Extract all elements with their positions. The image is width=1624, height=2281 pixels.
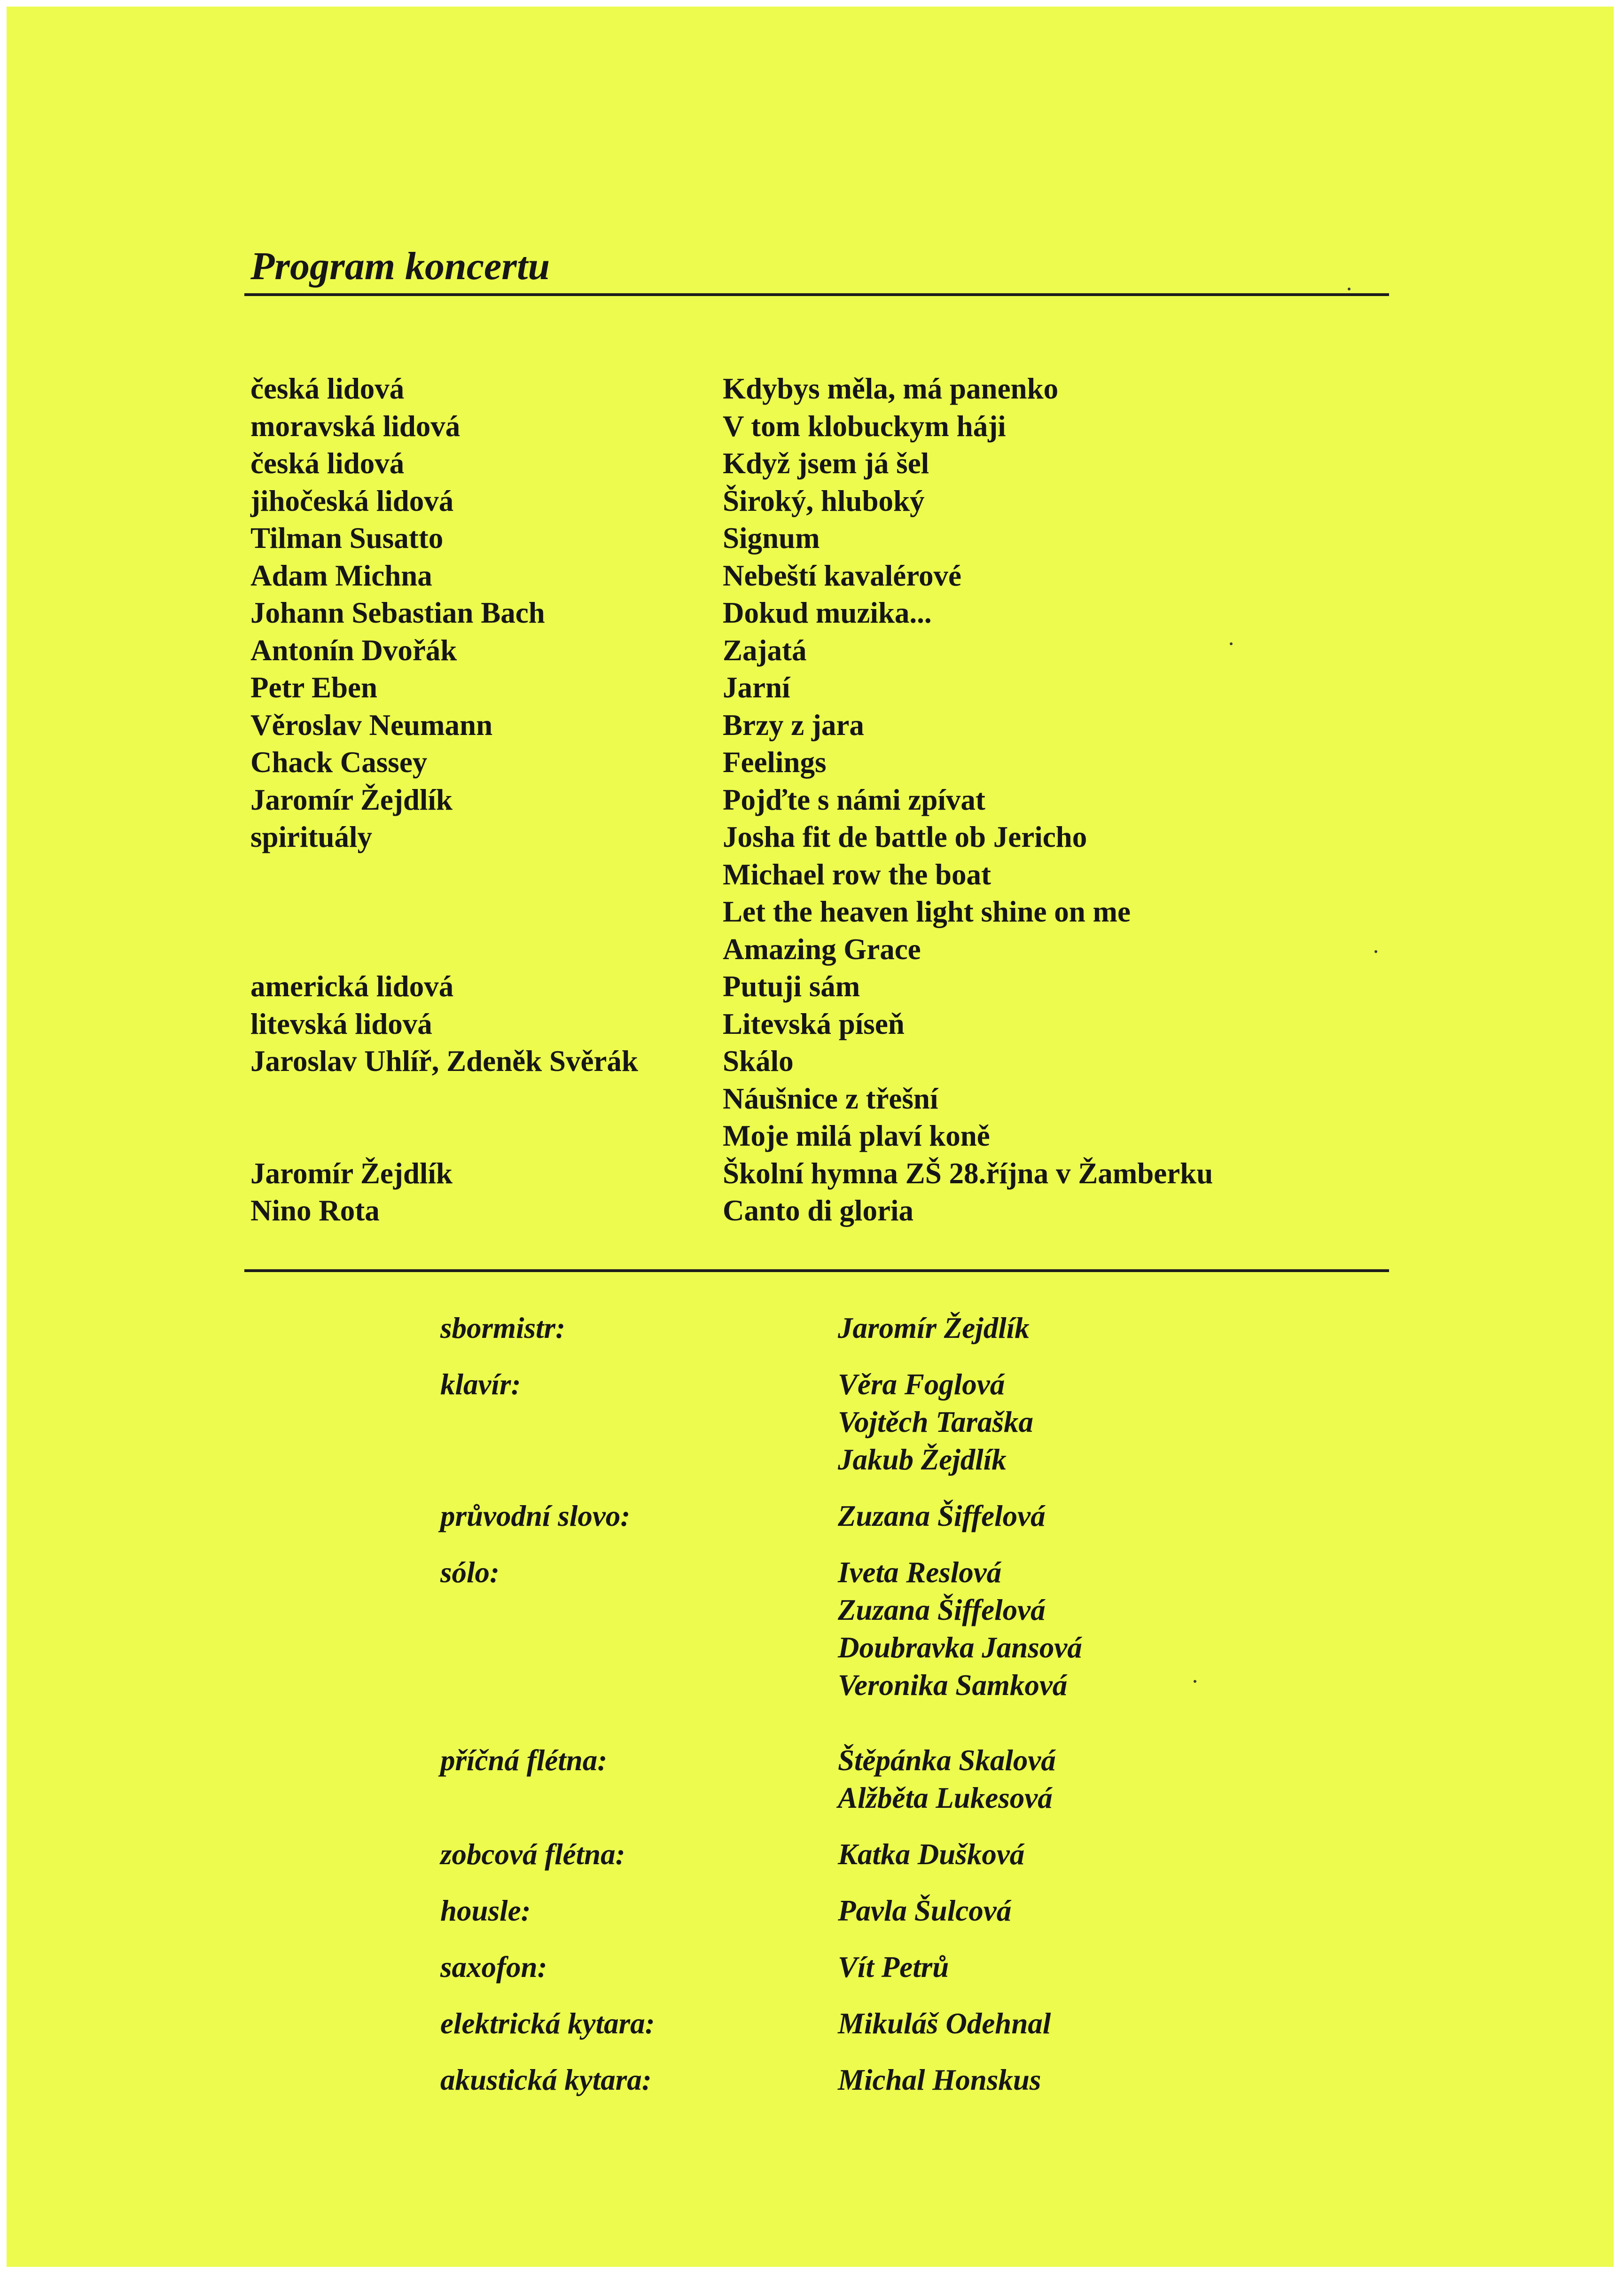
composer: Jaromír Žejdlík xyxy=(250,1156,453,1190)
program-list xyxy=(250,370,1388,1230)
program-row xyxy=(250,669,1388,707)
program-row xyxy=(250,931,1388,969)
program-row xyxy=(250,483,1388,520)
performer-name: Pavla Šulcová xyxy=(838,1894,1012,1927)
performer-name: Mikuláš Odehnal xyxy=(838,2007,1051,2040)
program-row xyxy=(250,520,1388,557)
program-row xyxy=(250,1043,1388,1080)
performer-name: Alžběta Lukesová xyxy=(838,1781,1053,1814)
paper-speck xyxy=(1194,1680,1196,1683)
composer: česká lidová xyxy=(250,447,405,480)
top-divider xyxy=(244,293,1389,296)
program-row xyxy=(250,968,1388,1006)
composer: Antonín Dvořák xyxy=(250,633,457,667)
role-label: elektrická kytara: xyxy=(440,2007,655,2040)
piece-title: Dokud muzika... xyxy=(723,596,932,629)
performer-name: Doubravka Jansová xyxy=(838,1631,1082,1664)
piece-title: Moje milá plaví koně xyxy=(723,1119,990,1152)
middle-divider xyxy=(244,1269,1389,1272)
program-row xyxy=(250,819,1388,856)
performer-name: Iveta Reslová xyxy=(838,1556,1002,1589)
composer: Jaromír Žejdlík xyxy=(250,783,453,816)
program-row xyxy=(250,1006,1388,1043)
piece-title: Litevská píseň xyxy=(723,1007,905,1040)
program-row xyxy=(250,781,1388,819)
performer-name: Zuzana Šiffelová xyxy=(838,1594,1046,1626)
role-label: saxofon: xyxy=(440,1951,547,1984)
role-label: průvodní slovo: xyxy=(440,1500,631,1532)
composer: Nino Rota xyxy=(250,1194,380,1227)
role-label: housle: xyxy=(440,1894,531,1927)
composer: Jaroslav Uhlíř, Zdeněk Svěrák xyxy=(250,1045,638,1078)
composer: Věroslav Neumann xyxy=(250,708,493,742)
piece-title: Canto di gloria xyxy=(723,1194,914,1227)
composer: Petr Eben xyxy=(250,671,378,704)
piece-title: Nebeští kavalérové xyxy=(723,559,961,592)
role-label: sólo: xyxy=(440,1556,500,1589)
performer-name: Jaromír Žejdlík xyxy=(838,1312,1030,1344)
performer-name: Štěpánka Skalová xyxy=(838,1744,1056,1777)
composer: jihočeská lidová xyxy=(250,484,454,517)
performer-name: Zuzana Šiffelová xyxy=(838,1500,1046,1532)
role-label: příčná flétna: xyxy=(440,1744,608,1777)
piece-title: Náušnice z třešní xyxy=(723,1082,938,1115)
program-row xyxy=(250,707,1388,744)
program-row xyxy=(250,632,1388,670)
piece-title: Let the heaven light shine on me xyxy=(723,895,1131,928)
role-label: sbormistr: xyxy=(440,1312,566,1344)
composer: Johann Sebastian Bach xyxy=(250,596,545,629)
performer-name: Jakub Žejdlík xyxy=(838,1443,1007,1476)
composer: americká lidová xyxy=(250,970,454,1003)
performer-name: Veronika Samková xyxy=(838,1669,1068,1702)
performer-name: Vojtěch Taraška xyxy=(838,1406,1033,1438)
program-row xyxy=(250,557,1388,595)
piece-title: V tom klobuckym háji xyxy=(723,409,1006,443)
paper-speck xyxy=(1230,642,1233,645)
performer-name: Věra Foglová xyxy=(838,1368,1005,1401)
piece-title: Josha fit de battle ob Jericho xyxy=(723,820,1087,853)
piece-title: Kdybys měla, má panenko xyxy=(723,372,1059,405)
piece-title: Široký, hluboký xyxy=(723,484,925,517)
program-row xyxy=(250,744,1388,781)
piece-title: Putuji sám xyxy=(723,970,860,1003)
program-row xyxy=(250,594,1388,632)
composer: Tilman Susatto xyxy=(250,522,444,555)
composer: česká lidová xyxy=(250,372,405,405)
piece-title: Když jsem já šel xyxy=(723,447,929,480)
piece-title: Amazing Grace xyxy=(723,932,921,966)
piece-title: Školní hymna ZŠ 28.října v Žamberku xyxy=(723,1156,1213,1190)
program-row xyxy=(250,1117,1388,1155)
piece-title: Pojďte s námi zpívat xyxy=(723,783,985,816)
program-row xyxy=(250,1080,1388,1118)
role-label: klavír: xyxy=(440,1368,521,1401)
paper-speck xyxy=(1374,950,1377,953)
role-label: akustická kytara: xyxy=(440,2063,652,2096)
piece-title: Michael row the boat xyxy=(723,858,991,891)
program-row xyxy=(250,856,1388,894)
composer: spirituály xyxy=(250,820,373,853)
composer: Adam Michna xyxy=(250,559,432,592)
program-row xyxy=(250,445,1388,483)
composer: Chack Cassey xyxy=(250,746,428,779)
program-row xyxy=(250,1155,1388,1193)
piece-title: Skálo xyxy=(723,1045,794,1078)
composer: litevská lidová xyxy=(250,1007,432,1040)
role-label: zobcová flétna: xyxy=(440,1838,625,1871)
piece-title: Signum xyxy=(723,522,820,555)
performer-name: Vít Petrů xyxy=(838,1951,949,1984)
piece-title: Jarní xyxy=(723,671,790,704)
program-row xyxy=(250,893,1388,931)
paper-speck xyxy=(1348,288,1351,290)
program-row xyxy=(250,370,1388,408)
piece-title: Zajatá xyxy=(723,633,807,667)
performer-name: Michal Honskus xyxy=(838,2063,1041,2096)
composer: moravská lidová xyxy=(250,409,461,443)
piece-title: Feelings xyxy=(723,746,827,779)
performer-name: Katka Dušková xyxy=(838,1838,1025,1871)
program-row xyxy=(250,408,1388,445)
program-title: Program koncertu xyxy=(250,244,550,288)
piece-title: Brzy z jara xyxy=(723,708,864,742)
program-row xyxy=(250,1192,1388,1230)
